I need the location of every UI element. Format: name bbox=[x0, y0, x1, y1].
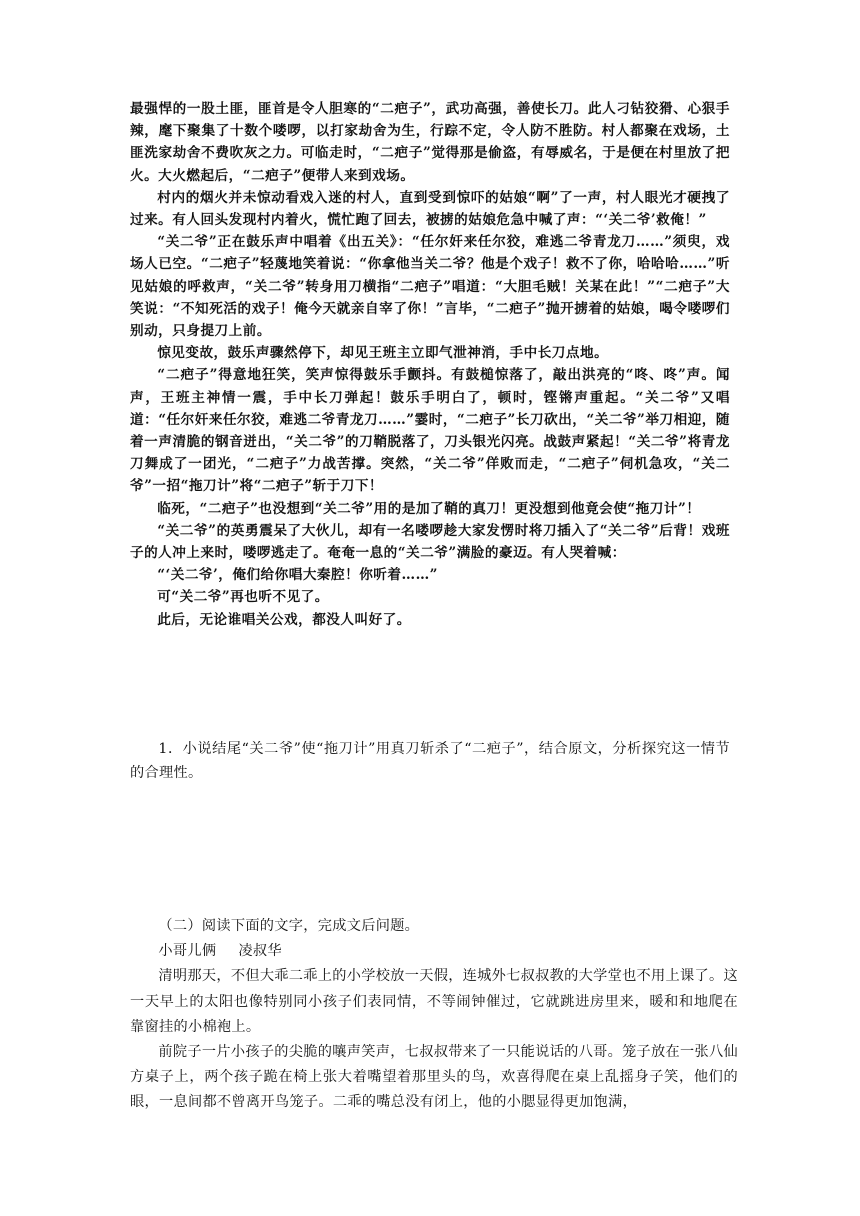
story-paragraph: 此后，无论谁唱关公戏，都没人叫好了。 bbox=[157, 611, 411, 628]
story-paragraph: “关二爷”正在鼓乐声中唱着《出五关》：“任尔奸来任尔狡，难逃二爷青龙刀……”须臾，戏场人已空。“二疤子”轻蔑地笑着说：“你拿他当关二爷？他是个戏子！救不了你，哈哈哈……”听见姑娘的呼救声，“关二爷”转身用刀横指“二疤子”唱道：“大胆毛贼！关某在此！”“二疤子”大笑说：“不知死活的戏子！俺今天就亲自宰了你！”言毕，“二疤子”抛开掳着的姑娘，喝令喽啰们别动，只身提刀上前。 bbox=[130, 234, 730, 340]
section-heading: （二）阅读下面的文字，完成文后问题。 bbox=[158, 918, 420, 934]
story-title: 小哥儿俩 bbox=[158, 943, 217, 960]
question-1 bbox=[130, 737, 730, 785]
story-author: 凌叔华 bbox=[238, 943, 282, 960]
story-title-line bbox=[130, 939, 738, 964]
reading-section-2 bbox=[130, 914, 738, 1116]
story-paragraph: 最强悍的一股土匪，匪首是令人胆寒的“二疤子”，武功高强，善使长刀。此人刁钻狡猾、心狠手辣，麾下聚集了十数个喽啰，以打家劫舍为生，行踪不定，令人防不胜防。村人都聚在戏场，土匪洗家劫舍不费吹灰之力。可临走时，“二疤子”觉得那是偷盗，有辱威名，于是便在村里放了把火。大火燃起后，“二疤子”便带人来到戏场。 bbox=[130, 101, 730, 184]
story-paragraph: 村内的烟火并未惊动看戏入迷的村人，直到受到惊吓的姑娘“啊”了一声，村人眼光才硬拽了过来。有人回头发现村内着火，慌忙跑了回去，被掳的姑娘危急中喊了声：“‘关二爷’救俺！” bbox=[130, 189, 730, 229]
question-text: 1．小说结尾“关二爷”使“拖刀计”用真刀斩杀了“二疤子”，结合原文，分析探究这一情节的合理性。 bbox=[130, 741, 730, 781]
story-paragraph: “‘关二爷’，俺们给你唱大秦腔！你听着……” bbox=[157, 567, 438, 584]
story-paragraph: 可“关二爷”再也听不见了。 bbox=[157, 589, 329, 606]
story-paragraph: “关二爷”的英勇震呆了大伙儿，却有一名喽啰趁大家发愣时将刀插入了“关二爷”后背！戏班子的人冲上来时，喽啰逃走了。奄奄一息的“关二爷”满脸的豪迈。有人哭着喊： bbox=[130, 522, 730, 562]
story-paragraph: 清明那天，不但大乖二乖上的小学校放一天假，连城外七叔叔教的大学堂也不用上课了。这一天早上的太阳也像特别同小孩子们表同情，不等闹钟催过，它就跳进房里来，暖和和地爬在靠窗挂的小棉袍上。 bbox=[130, 968, 738, 1035]
story-paragraph: 前院子一片小孩子的尖脆的嚷声笑声，七叔叔带来了一只能说话的八哥。笼子放在一张八仙方桌子上，两个孩子跪在椅上张大着嘴望着那里头的鸟，欢喜得爬在桌上乱摇身子笑，他们的眼，一息间都不曾离开鸟笼子。二乖的嘴总没有闭上，他的小腮显得更加饱满， bbox=[130, 1044, 738, 1111]
story-paragraph: 惊见变故，鼓乐声骤然停下，却见王班主立即气泄神消，手中长刀点地。 bbox=[157, 345, 609, 362]
story-paragraph: 临死，“二疤子”也没想到“关二爷”用的是加了鞘的真刀！更没想到他竟会使“拖刀计”！ bbox=[157, 500, 701, 517]
story-excerpt bbox=[130, 98, 730, 631]
story-paragraph: “二疤子”得意地狂笑，笑声惊得鼓乐手颤抖。有鼓槌惊落了，敲出洪亮的“咚、咚”声。闻声，王班主神情一震，手中长刀弹起！鼓乐手明白了，顿时，铿锵声重起。“关二爷”又唱道：“任尔奸来任尔狡，难逃二爷青龙刀……”霎时，“二疤子”长刀砍出，“关二爷”举刀相迎，随着一声清脆的钢音迸出，“关二爷”的刀鞘脱落了，刀头银光闪亮。战鼓声紧起！“关二爷”将青龙刀舞成了一团光，“二疤子”力战苦撑。突然，“关二爷”佯败而走，“二疤子”伺机急攻，“关二爷”一招“拖刀计”将“二疤子”斩于刀下！ bbox=[130, 367, 730, 495]
